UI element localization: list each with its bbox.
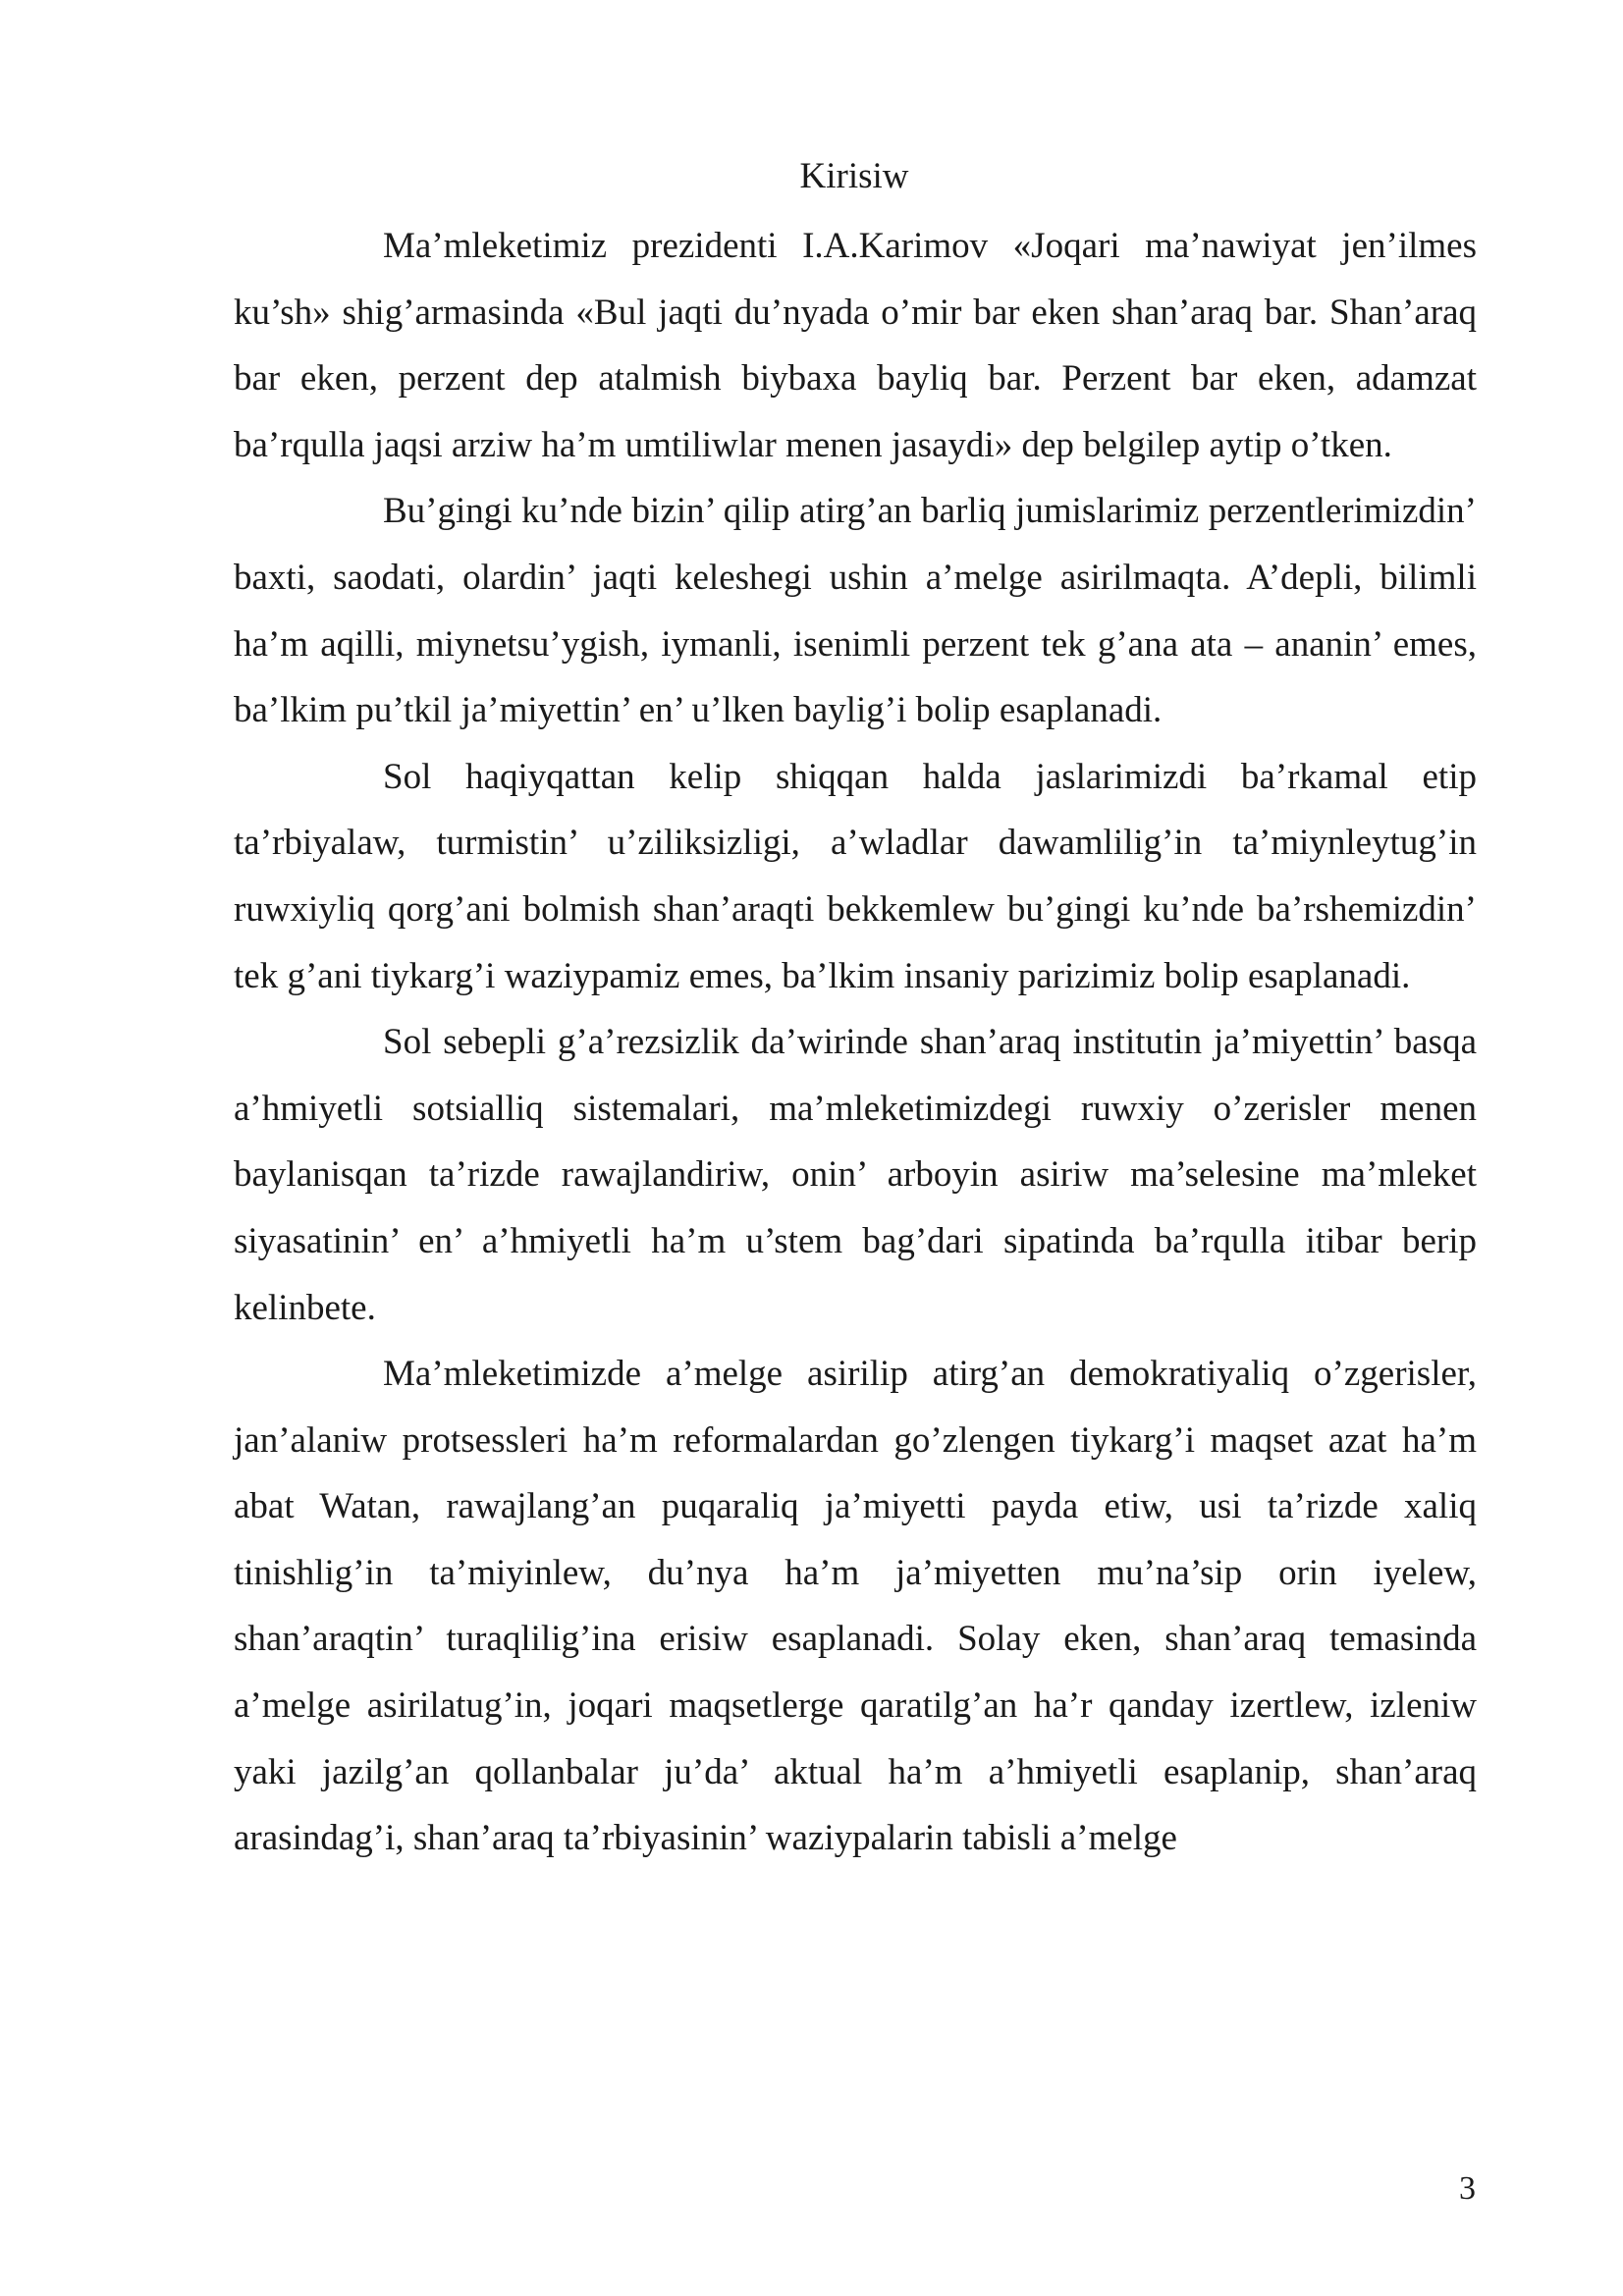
paragraph-4: Sol sebepli g’a’rezsizlik da’wirinde shan’araq institutin ja’miyettin’ basqa a’hmiyetli sotsialliq sistemalari, ma’mleketimizdegi ruwxiy o’zerisler menen baylanisqan ta’rizde rawajlandiriw, onin’ arboyin asiriw ma’selesine ma’mleket siyasatinin’ en’ a’hmiyetli ha’m u’stem bag’dari sipatinda ba’rqulla itibar berip kelinbete. bbox=[234, 1022, 1477, 1328]
paragraph-3: Sol haqiyqattan kelip shiqqan halda jaslarimizdi ba’rkamal etip ta’rbiyalaw, turmistin’ u’ziliksizligi, a’wladlar dawamlilig’in ta’miynleytug’in ruwxiyliq qorg’ani bolmish shan’araqti bekkemlew bu’gingi ku’nde ba’rshemizdin’ tek g’ani tiykarg’i waziypamiz emes, ba’lkim insaniy parizimiz bolip esaplanadi. bbox=[234, 756, 1477, 996]
page-title: Kirisiw bbox=[799, 156, 909, 196]
body-text bbox=[234, 213, 1477, 1872]
page-number: 3 bbox=[1459, 2170, 1476, 2207]
paragraph-5: Ma’mleketimizde a’melge asirilip atirg’an demokratiyaliq o’zgerisler, jan’alaniw protsessleri ha’m reformalardan go’zlengen tiykarg’i maqset azat ha’m abat Watan, rawajlang’an puqaraliq ja’miyetti payda etiw, usi ta’rizde xaliq tinishlig’in ta’miyinlew, du’nya ha’m ja’miyetten mu’na’sip orin iyelew, shan’araqtin’ turaqlilig’ina erisiw esaplanadi. Solay eken, shan’araq temasinda a’melge asirilatug’in, joqari maqsetlerge qaratilg’an ha’r qanday izertlew, izleniw yaki jazilg’an qollanbalar ju’da’ aktual ha’m a’hmiyetli esaplanip, shan’araq arasindag’i, shan’araq ta’rbiyasinin’ waziypalarin tabisli a’melge bbox=[234, 1354, 1477, 1859]
paragraph-2: Bu’gingi ku’nde bizin’ qilip atirg’an barliq jumislarimiz perzentlerimizdin’ baxti, saodati, olardin’ jaqti keleshegi ushin a’melge asirilmaqta. A’depli, bilimli ha’m aqilli, miynetsu’ygish, iymanli, isenimli perzent tek g’ana ata – ananin’ emes, ba’lkim pu’tkil ja’miyettin’ en’ u’lken baylig’i bolip esaplanadi. bbox=[234, 491, 1477, 731]
paragraph-1: Ma’mleketimiz prezidenti I.A.Karimov «Joqari ma’nawiyat jen’ilmes ku’sh» shig’armasinda «Bul jaqti du’nyada o’mir bar eken shan’araq bar. Shan’araq bar eken, perzent dep atalmish biybaxa bayliq bar. Perzent bar eken, adamzat ba’rqulla jaqsi arziw ha’m umtiliwlar menen jasaydi» dep belgilep aytip o’tken. bbox=[234, 226, 1477, 465]
